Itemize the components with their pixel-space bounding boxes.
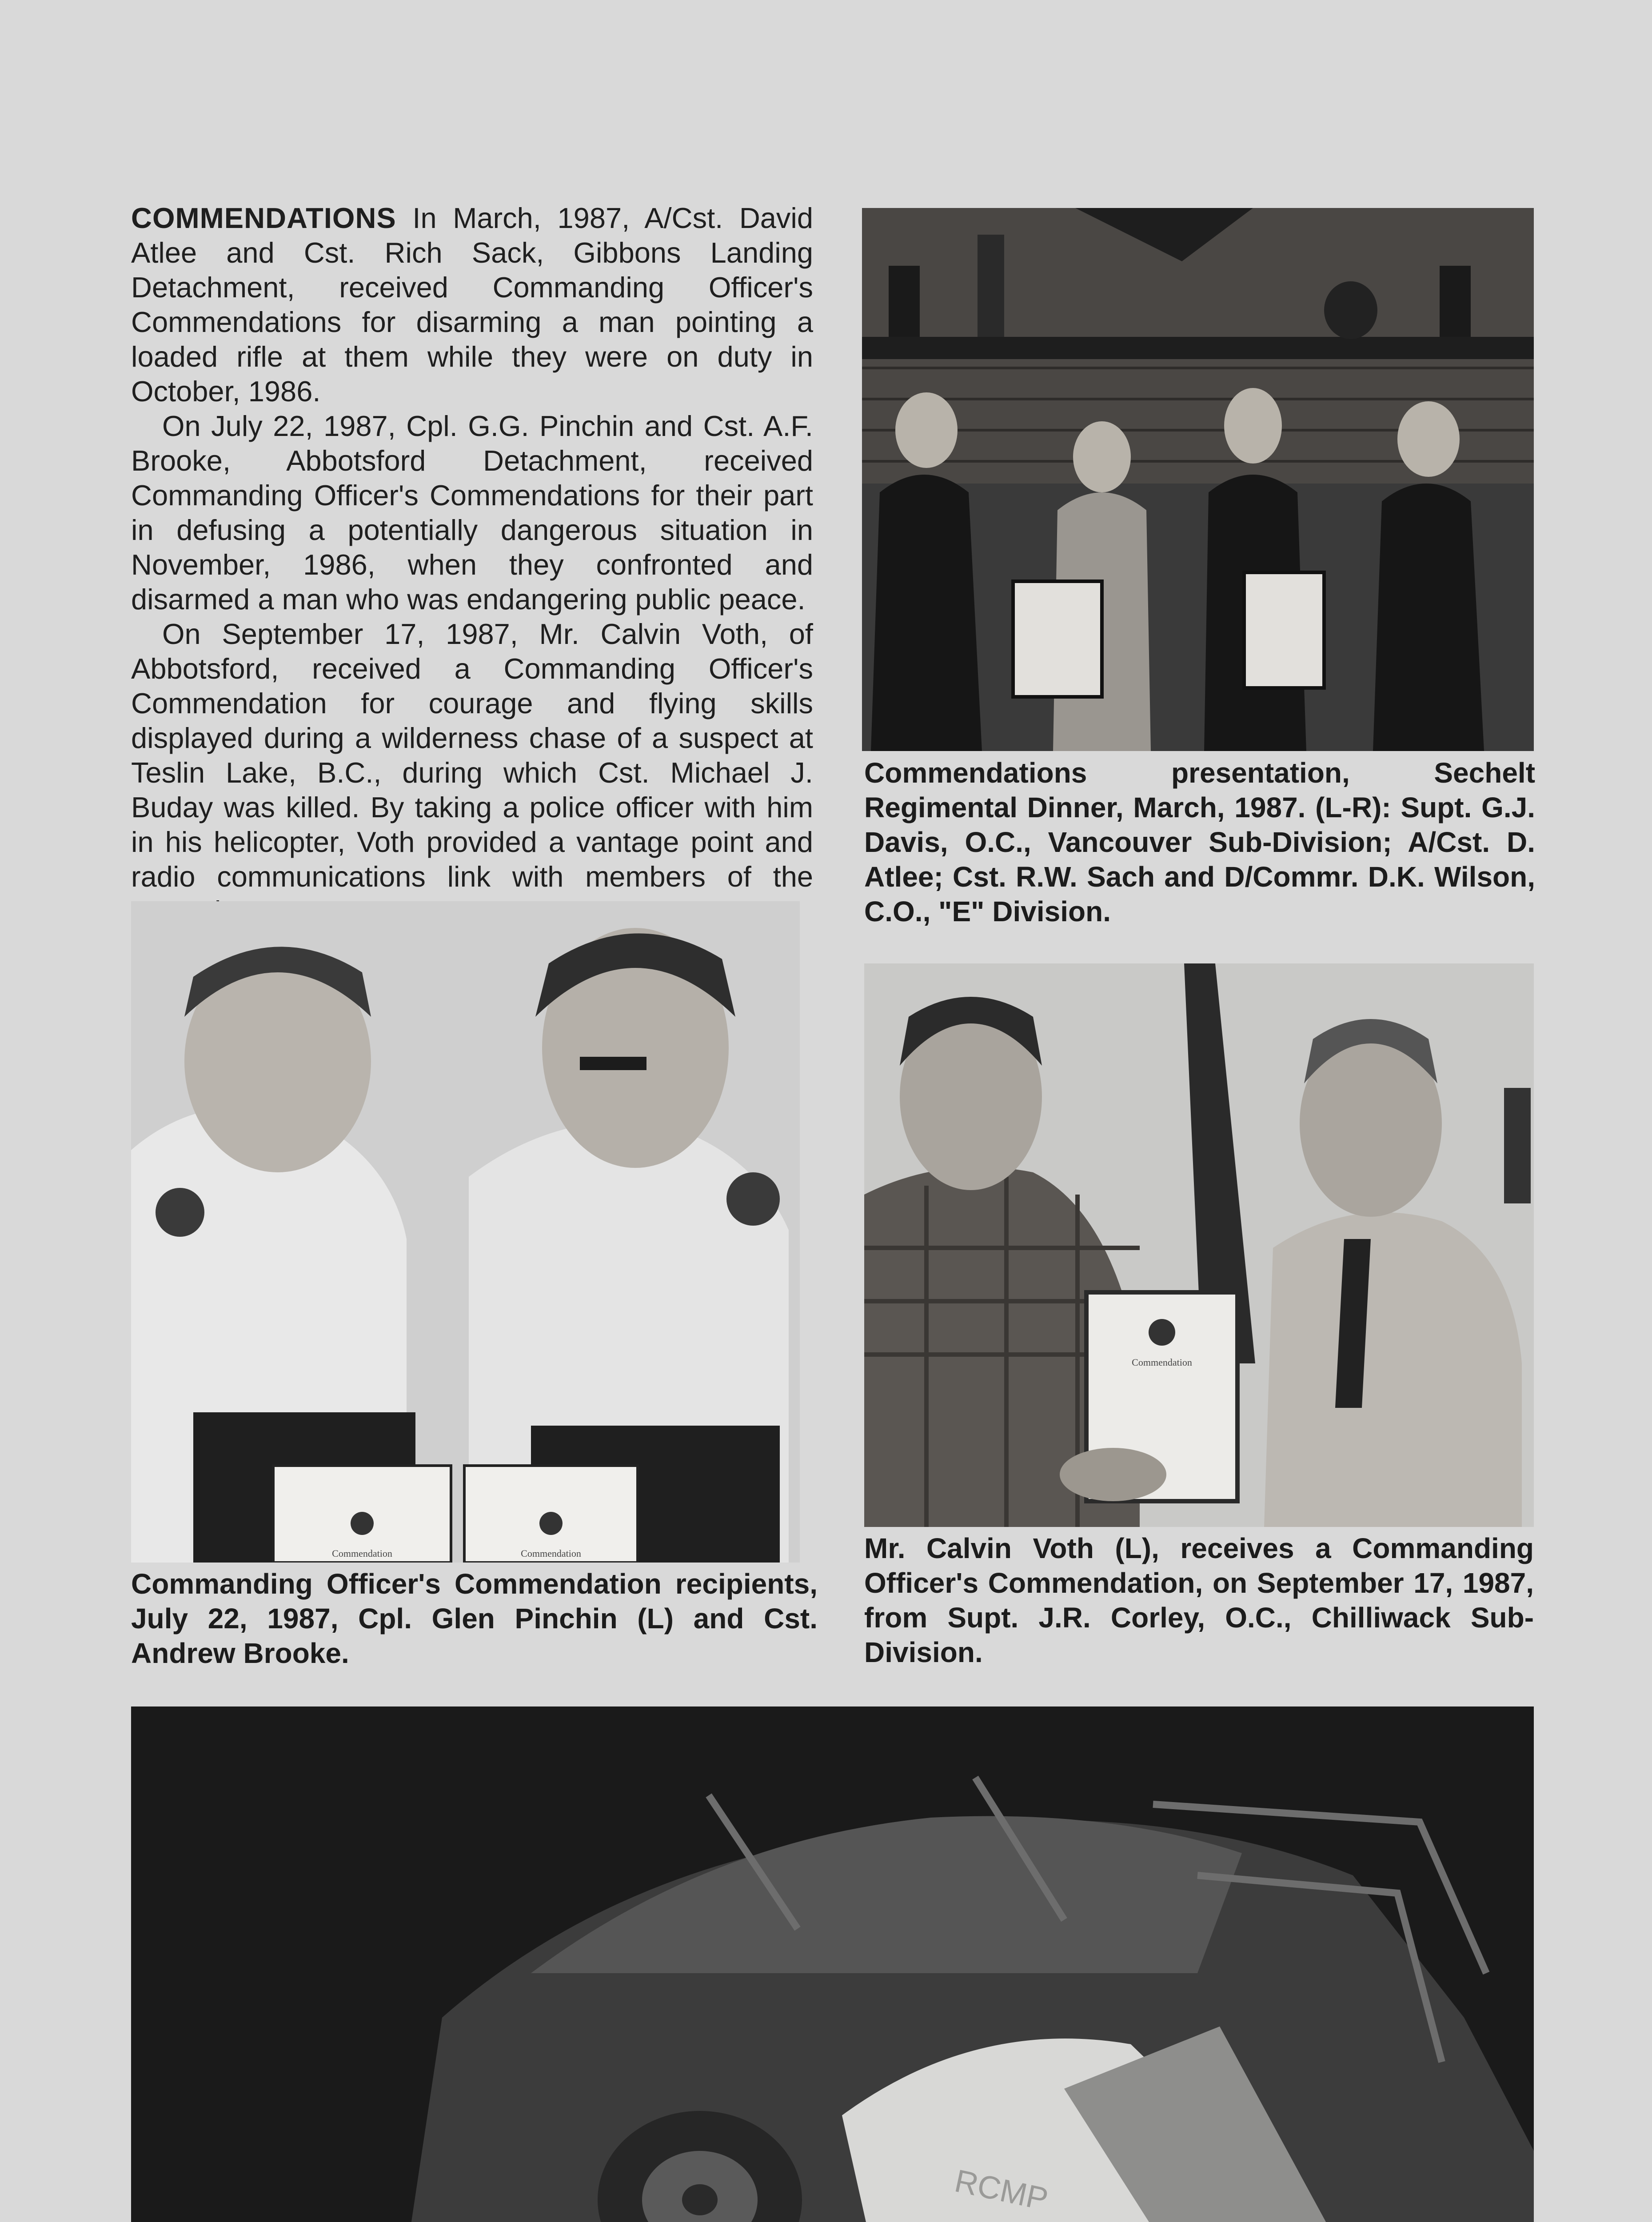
certificate-label-left: Commendation [332,1548,392,1559]
recipients-caption: Commanding Officer's Commendation recipients, July 22, 1987, Cpl. Glen Pinchin (L) and Cst. Andrew Brooke. [131,1568,818,1669]
article-paragraph-2: On July 22, 1987, Cpl. G.G. Pinchin and Cst. A.F. Brooke, Abbotsford Detachment, received Commanding Officer's Commendations for their part in defusing a potentially dangerous situation in November, 1986, when they confronted and disarmed a man who was endangering public peace. [131,410,813,615]
car-accident-photo [131,1706,1534,2222]
recipients-photo-image [131,901,800,1563]
article-paragraph-1 [131,201,813,409]
recipients-photo [131,901,800,1563]
article-heading: COMMENDATIONS [131,202,396,234]
voth-photo [864,963,1534,1527]
dinner-photo-image [862,208,1534,751]
dinner-caption: Commendations presentation, Sechelt Regimental Dinner, March, 1987. (L-R): Supt. G.J. Davis, O.C., Vancouver Sub-Division; A/Cst. D. Atlee; Cst. R.W. Sach and D/Commr. D.K. Wilson, C.O., "E" Division. [864,757,1535,927]
certificate-label-right: Commendation [521,1548,581,1559]
commendations-article [131,201,813,929]
article-paragraph-1-text: In March, 1987, A/Cst. David Atlee and Cst. Rich Sack, Gibbons Landing Detachment, received Commanding Officer's Commendations for disarming a man pointing a loaded rifle at them while they were on duty in October, 1986. [131,202,814,408]
voth-caption: Mr. Calvin Voth (L), receives a Commanding Officer's Commendation, on September 17, 1987, from Supt. J.R. Corley, O.C., Chilliwack Sub-Division. [864,1532,1534,1668]
article-paragraph-3: On September 17, 1987, Mr. Calvin Voth, of Abbotsford, received a Commanding Officer's Commendation for courage and flying skills displayed during a wilderness chase of a suspect at Teslin Lake, B.C., during which Cst. Michael J. Buday was killed. By taking a police officer with him in his helicopter, Voth provided a vantage point and radio communications link with members of the [131,618,813,893]
car-door-text: RCMP [951,2163,1051,2218]
voth-certificate-label: Commendation [1132,1357,1192,1368]
dinner-photo [862,208,1534,751]
voth-photo-image [864,963,1534,1527]
car-accident-photo-image [131,1706,1534,2222]
